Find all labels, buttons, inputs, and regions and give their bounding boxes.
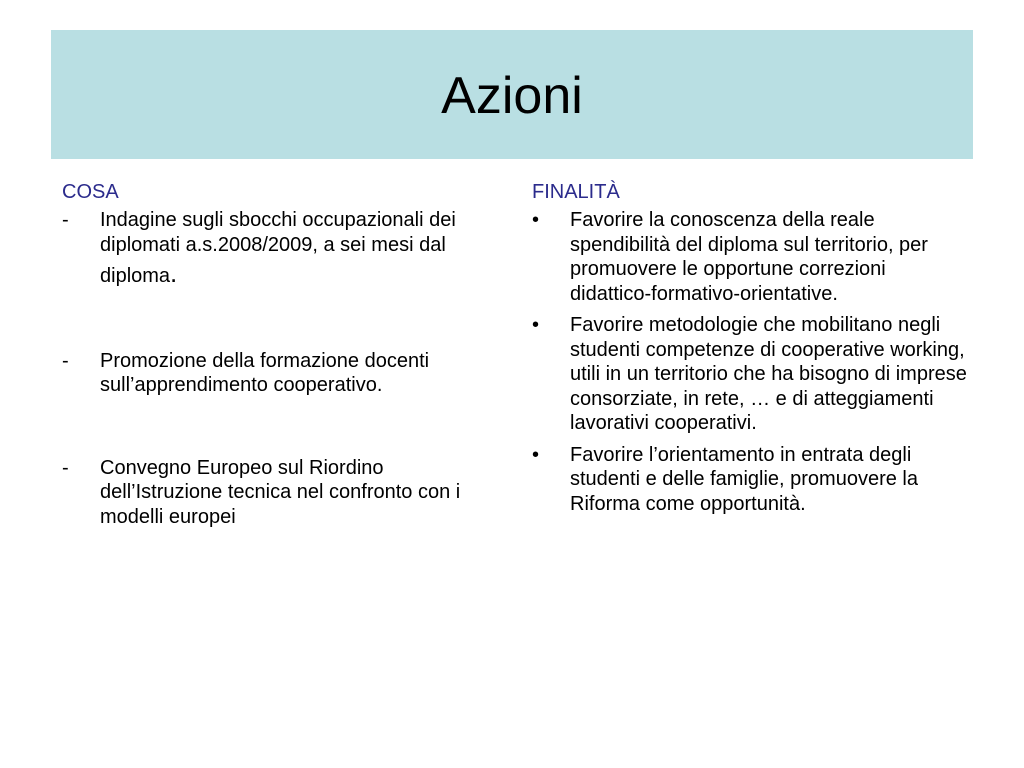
list-item	[62, 349, 472, 398]
list-item-text-tail-word: diploma	[100, 265, 171, 287]
list-item-text: Favorire metodologie che mobilitano negli studenti competenze di cooperative working, utili in un territorio che ha bisogno di imprese consorziate, in rete, … e di atteggiamenti lavorativi cooperativi.	[570, 314, 967, 434]
list-item-text: Favorire la conoscenza della reale spendibilità del diploma sul territorio, per promuovere le opportune correzioni didattico-formativo-orientative.	[570, 209, 928, 305]
left-column-heading: COSA	[62, 181, 119, 203]
list-item-text: Promozione della formazione docenti sull’apprendimento cooperativo.	[100, 349, 430, 396]
right-column-list	[532, 208, 972, 516]
list-item	[62, 456, 472, 530]
list-item-text: Favorire l’orientamento in entrata degli studenti e delle famiglie, promuovere la Riforma come opportunità.	[570, 443, 918, 515]
list-item	[532, 208, 972, 306]
title-band	[51, 30, 973, 159]
list-item	[532, 443, 972, 517]
bullet-marker: •	[532, 443, 540, 466]
left-column-list	[62, 208, 472, 529]
list-item	[532, 313, 972, 436]
dash-marker: -	[62, 349, 69, 372]
slide-title: Azioni	[441, 66, 583, 125]
list-item	[62, 208, 472, 289]
dash-marker: -	[62, 209, 69, 231]
dash-marker: -	[62, 456, 69, 479]
list-item-text: Indagine sugli sbocchi occupazionali dei diplomati a.s.2008/2009, a sei mesi dal	[100, 209, 456, 256]
right-column	[532, 180, 972, 523]
bullet-marker: •	[532, 209, 540, 231]
list-item-text-tail	[100, 257, 177, 289]
left-column	[62, 180, 472, 529]
list-item-period: .	[170, 258, 178, 288]
list-item-text: Convegno Europeo sul Riordino dell’Istruzione tecnica nel confronto con i modelli europei	[100, 456, 461, 528]
right-column-heading: FINALITÀ	[532, 181, 620, 203]
bullet-marker: •	[532, 314, 540, 336]
